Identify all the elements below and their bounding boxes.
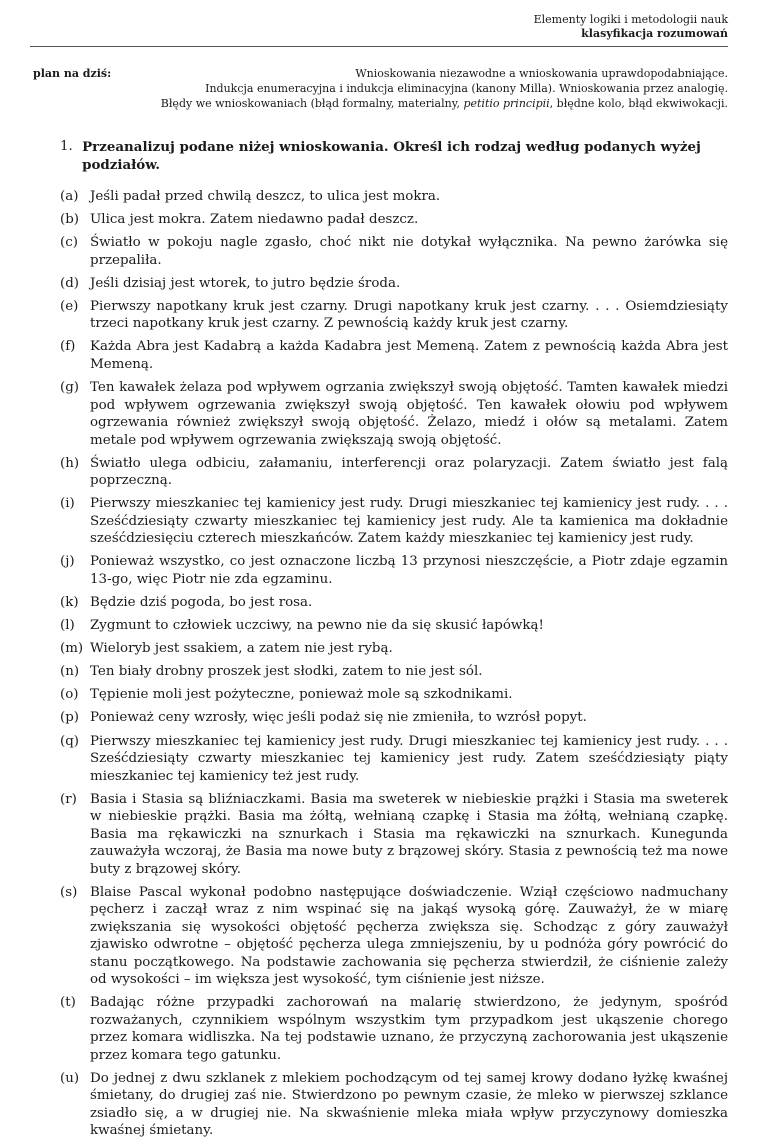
item-label: (n) <box>60 664 80 680</box>
item-text: Tępienie moli jest pożyteczne, ponieważ mole są szkodnikami. <box>90 687 513 703</box>
list-item <box>60 884 728 989</box>
item-text: Światło ulega odbiciu, załamaniu, interferencji oraz polaryzacji. Zatem światło jest falą poprzeczną. <box>90 455 728 489</box>
item-text: Badając różne przypadki zachorowań na malarię stwierdzono, że jedynym, spośród rozważanych, czynnikiem wspólnym wszystkim tym przypadkom jest ukąszenie chorego przez komara widliszka. Na tej podstawie uznano, że przyczyną zachorowania jest ukąszenie przez komara tego gatunku. <box>90 995 728 1063</box>
item-text: Ponieważ wszystko, co jest oznaczone liczbą 13 przynosi nieszczęście, a Piotr zdaje egzamin 13-go, więc Piotr nie zda egzaminu. <box>90 554 728 587</box>
item-text: Ten biały drobny proszek jest słodki, zatem to nie jest sól. <box>90 664 483 680</box>
item-label: (b) <box>60 212 80 228</box>
item-label: (q) <box>60 733 80 749</box>
plan-label: plan na dziś: <box>33 67 112 80</box>
item-list <box>60 188 728 1140</box>
list-item <box>60 234 728 269</box>
plan-line-3-italic: petitio principii <box>463 97 550 110</box>
list-item <box>60 495 728 548</box>
plan-lines <box>33 66 728 111</box>
item-text: Będzie dziś pogoda, bo jest rosa. <box>90 594 313 610</box>
item-label: (s) <box>60 884 78 900</box>
plan-section <box>33 66 728 111</box>
item-label: (h) <box>60 455 80 471</box>
item-label: (g) <box>60 380 80 396</box>
item-text: Jeśli dzisiaj jest wtorek, to jutro będzie środa. <box>90 275 401 291</box>
item-text: Pierwszy mieszkaniec tej kamienicy jest rudy. Drugi mieszkaniec tej kamienicy jest rudy. . . . Sześćdziesiąty czwarty mieszkaniec tej kamienicy jest rudy. Zatem sześćdziesiąty piąty mieszkaniec tej kamienicy też jest rudy. <box>90 733 728 784</box>
list-item <box>60 553 728 588</box>
topic-title: klasyfikacja rozumowań <box>581 27 728 40</box>
plan-line-3 <box>33 96 728 111</box>
list-item <box>60 188 728 206</box>
item-label: (c) <box>60 235 78 251</box>
list-item <box>60 733 728 786</box>
course-title: Elementy logiki i metodologii nauk <box>533 13 728 26</box>
task-number: 1. <box>60 139 73 154</box>
item-label: (m) <box>60 641 84 657</box>
item-text: Ulica jest mokra. Zatem niedawno padał deszcz. <box>90 212 419 228</box>
plan-line-1: Wnioskowania niezawodne a wnioskowania uprawdopodabniające. <box>355 67 728 80</box>
task-heading-row <box>60 138 728 174</box>
item-text: Blaise Pascal wykonał podobno następujące doświadczenie. Wziął częściowo nadmuchany pęcherz i zaczął wraz z nim wspinać się na jakąś wysoką górę. Zauważył, że w miarę zwiększania się wysokości objętość pęcherza zwiększa się. Schodząc z góry zauważył zjawisko odwrotne – objętość pęcherza ulega zmniejszeniu, by u podnóża góry powrócić do stanu początkowego. Na podstawie zachowania się pęcherza stwierdził, że ciśnienie zależy od wysokości – im większa jest wysokość, tym ciśnienie jest niższe. <box>90 884 728 988</box>
list-item <box>60 709 728 727</box>
list-item <box>60 791 728 879</box>
list-item <box>60 640 728 658</box>
item-text: Ten kawałek żelaza pod wpływem ogrzania zwiększył swoją objętość. Tamten kawałek miedzi pod wpływem ogrzewania zwiększył swoją objętość. Ten kawałek ołowiu pod wpływem ogrzewania również zwiększył swoją objętość. Żelazo, miedź i ołów są metalami. Zatem metale pod wpływem ogrzewania zwiększają swoją objętość. <box>90 380 728 448</box>
item-text: Zygmunt to człowiek uczciwy, na pewno nie da się skusić łapówką! <box>90 618 544 634</box>
list-item <box>60 298 728 333</box>
item-text: Każda Abra jest Kadabrą a każda Kadabra jest Memeną. Zatem z pewnością każda Abra jest Memeną. <box>90 339 728 372</box>
list-item <box>60 594 728 612</box>
plan-line-3-start: Błędy we wnioskowaniach (błąd formalny, materialny, <box>160 97 464 110</box>
item-label: (r) <box>60 791 77 807</box>
item-label: (k) <box>60 594 79 610</box>
item-label: (t) <box>60 995 76 1011</box>
item-label: (l) <box>60 618 75 634</box>
item-label: (o) <box>60 687 79 703</box>
item-label: (f) <box>60 339 76 355</box>
item-text: Pierwszy napotkany kruk jest czarny. Drugi napotkany kruk jest czarny. . . . Osiemdziesiąty trzeci napotkany kruk jest czarny. Z pewnością każdy kruk jest czarny. <box>90 298 728 332</box>
plan-line-2: Indukcja enumeracyjna i indukcja eliminacyjna (kanony Milla). Wnioskowania przez analogię. <box>205 82 728 95</box>
running-header <box>534 13 728 41</box>
item-label: (d) <box>60 275 80 291</box>
list-item <box>60 663 728 681</box>
task-heading: Przeanalizuj podane niżej wnioskowania. Określ ich rodzaj według podanych wyżej podziałów. <box>82 139 701 173</box>
list-item <box>60 211 728 229</box>
list-item <box>60 686 728 704</box>
item-label: (a) <box>60 189 79 204</box>
item-label: (i) <box>60 496 75 512</box>
item-label: (p) <box>60 710 80 726</box>
item-text: Wieloryb jest ssakiem, a zatem nie jest rybą. <box>90 641 393 657</box>
header-rule <box>30 46 728 47</box>
list-item <box>60 455 728 490</box>
item-label: (j) <box>60 554 75 570</box>
list-item <box>60 994 728 1064</box>
list-item <box>60 338 728 373</box>
list-item <box>60 275 728 293</box>
list-item <box>60 617 728 635</box>
item-label: (u) <box>60 1070 80 1086</box>
item-text: Jeśli padał przed chwilą deszcz, to ulica jest mokra. <box>90 189 441 204</box>
item-text: Do jednej z dwu szklanek z mlekiem pochodzącym od tej samej krowy dodano łyżkę kwaśnej śmietany, do drugiej zaś nie. Stwierdzono po pewnym czasie, że mleko w pierwszej szklance zsiadło się, a w drugiej nie. Na skwaśnienie mleka miała wpływ przyczynowy domieszka kwaśnej śmietany. <box>90 1070 728 1139</box>
item-text: Ponieważ ceny wzrosły, więc jeśli podaż się nie zmieniła, to wzrósł popyt. <box>90 710 587 726</box>
item-label: (e) <box>60 298 79 314</box>
item-text: Pierwszy mieszkaniec tej kamienicy jest rudy. Drugi mieszkaniec tej kamienicy jest rudy. . . . Sześćdziesiąty czwarty mieszkaniec tej kamienicy jest rudy. Ale ta kamienica ma dokładnie sześćdziesięciu czterech mieszkańców. Zatem każdy mieszkaniec tej kamienicy jest rudy. <box>90 496 728 547</box>
item-text: Basia i Stasia są bliźniaczkami. Basia ma sweterek w niebieskie prążki i Stasia ma sweterek w niebieskie prążki. Basia ma żółtą, wełnianą czapkę i Stasia ma żółtą, wełnianą czapkę. Basia ma rękawiczki na sznurkach i Stasia ma rękawiczki na sznurkach. Kunegunda zauważyła wczoraj, że Basia ma nowe buty z brązowej skóry. Stasia z pewnością też ma nowe buty z brązowej skóry. <box>90 791 728 877</box>
item-text: Światło w pokoju nagle zgasło, choć nikt nie dotykał wyłącznika. Na pewno żarówka się przepaliła. <box>90 235 728 268</box>
list-item <box>60 1070 728 1140</box>
plan-line-3-end: , błędne kolo, błąd ekwiwokacji. <box>549 97 728 110</box>
list-item <box>60 379 728 449</box>
